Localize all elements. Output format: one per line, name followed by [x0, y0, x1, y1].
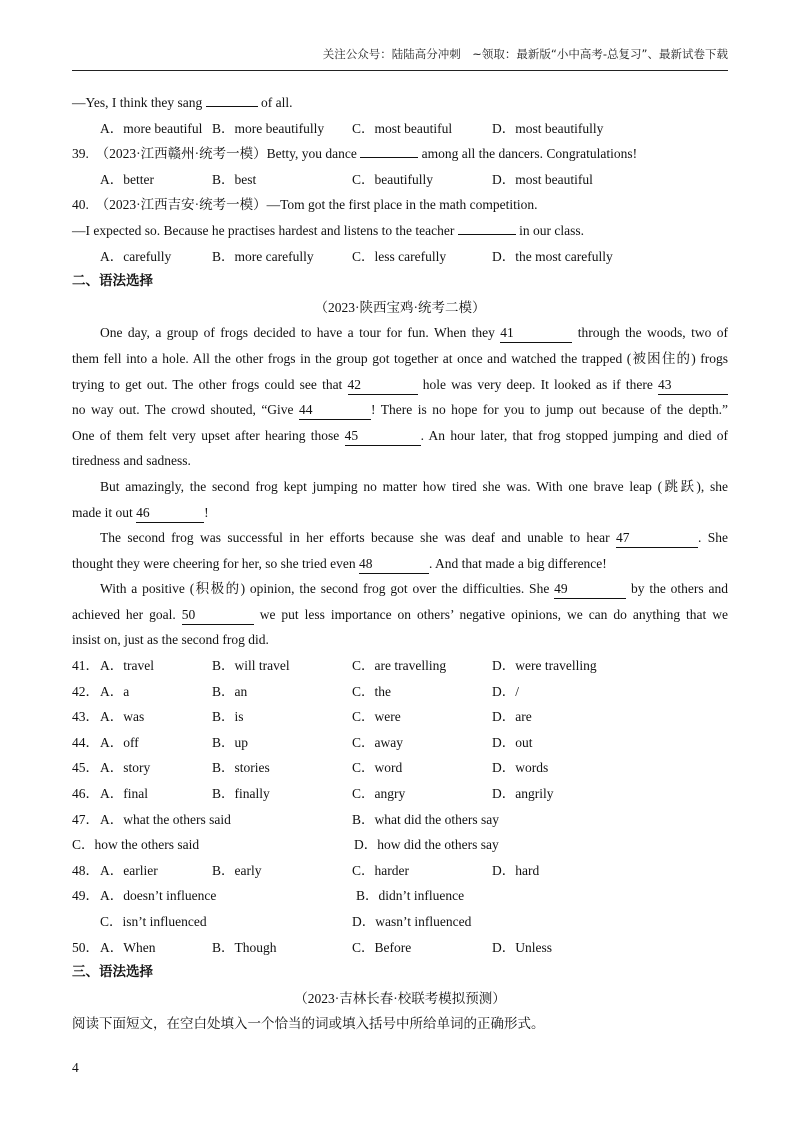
blank-45: 45 [345, 427, 421, 446]
option: B．didn’t influence [356, 888, 465, 904]
option: B．up [212, 734, 249, 750]
option: B．more carefully [212, 248, 314, 264]
header-divider [72, 70, 728, 71]
blank-49: 49 [554, 580, 626, 599]
option: D．out [492, 734, 533, 750]
option: C．angry [352, 786, 406, 802]
q40-line2: —I expected so. Because he practises hardest and listens to the teacher in our class. [72, 218, 728, 244]
passage-line: But amazingly, the second frog kept jumping no matter how tired she was. With one brave leap (跳跃), she [100, 478, 728, 494]
passage-line: trying to get out. The other frogs could see that 42 hole was very deep. It looked as if there 43 [72, 372, 728, 398]
option: C．beautifully [352, 171, 433, 187]
section-title: 三、语法选择 [72, 964, 153, 981]
option: A．carefully [100, 248, 172, 264]
passage-line: thought they were cheering for her, so she tried even 48 . And that made a big difference! [72, 551, 728, 577]
option: C．how the others said [72, 837, 200, 853]
option: D．hard [492, 862, 540, 878]
option: A．a [100, 683, 130, 699]
blank-42: 42 [348, 376, 418, 395]
option: B．Though [212, 939, 277, 955]
passage-line: them fell into a hole. All the other frogs in the group got together at once and watched the trapped (被困住的) frogs [72, 350, 728, 366]
q38-options [72, 116, 728, 142]
option: A．what the others said [100, 811, 231, 827]
option: A．When [100, 939, 156, 955]
passage-line: One day, a group of frogs decided to have a tour for fun. When they 41 through the woods, two of [72, 320, 728, 346]
option: A．story [100, 760, 151, 776]
passage-line: achieved her goal. 50 we put less importance on others’ negative opinions, we can do anything that we [72, 602, 728, 628]
question-45: 45． A．story B．stories C．word D．words [72, 755, 728, 781]
section-instruction: 阅读下面短文，在空白处填入一个恰当的词或填入括号中所给单词的正确形式。 [72, 1016, 545, 1032]
passage-source: （2023·陕西宝鸡·统考二模） [314, 299, 486, 315]
passage-line: The second frog was successful in her efforts because she was deaf and unable to hear 47 . She [72, 525, 728, 551]
option: D．/ [492, 683, 519, 699]
option: D．most beautifully [492, 120, 604, 136]
option: D．are [492, 709, 532, 725]
q40-options [72, 244, 728, 270]
q39-options [72, 167, 728, 193]
passage-line: One of them felt very upset after hearing those 45 . An hour later, that frog stopped jumping and died of [72, 423, 728, 449]
option: D．the most carefully [492, 248, 613, 264]
q39-stem: 39. （2023·江西赣州·统考一模）Betty, you dance among all the dancers. Congratulations! [72, 141, 728, 167]
question-41: 41． A．travel B．will travel C．are travelling D．were travelling [72, 653, 728, 679]
option: B．is [212, 709, 244, 725]
question-44: 44． A．off B．up C．away D．out [72, 730, 728, 756]
option: D．wasn’t influenced [352, 914, 472, 929]
option: B．stories [212, 760, 270, 776]
document-body [72, 90, 728, 1037]
option: B．will travel [212, 658, 290, 674]
blank-48: 48 [359, 555, 429, 574]
passage [72, 320, 728, 653]
option: D．words [492, 760, 549, 776]
option: A．off [100, 734, 139, 750]
option: A．better [100, 171, 154, 187]
option: C．Before [352, 939, 412, 955]
option: B．more beautifully [212, 120, 325, 136]
option: D．Unless [492, 939, 552, 955]
blank-44: 44 [299, 401, 371, 420]
question-49-line2 [72, 909, 728, 935]
option: B．best [212, 171, 257, 187]
passage-line: made it out 46 ! [72, 500, 728, 526]
answer-blank [458, 218, 516, 235]
option: C．isn’t influenced [100, 914, 207, 929]
question-47: 47． A．what the others said B．what did the others say [72, 807, 728, 833]
option: B．finally [212, 786, 270, 802]
blank-47: 47 [616, 529, 698, 548]
blank-43: 43 [658, 376, 728, 395]
option: D．were travelling [492, 658, 597, 674]
option: C．less carefully [352, 248, 447, 264]
q40-stem: 40. （2023·江西吉安·统考一模）—Tom got the first place in the math competition. [72, 197, 538, 213]
option: D．how did the others say [354, 837, 499, 853]
option: C．are travelling [352, 658, 447, 674]
q38-stem: —Yes, I think they sang of all. [72, 90, 728, 116]
option: A．earlier [100, 862, 158, 878]
passage-line: insist on, just as the second frog did. [72, 632, 269, 648]
passage-line: tiredness and sadness. [72, 453, 191, 469]
option: B．what did the others say [352, 811, 499, 827]
option: C．away [352, 734, 403, 750]
option: A．was [100, 709, 145, 725]
question-42: 42． A．a B．an C．the D．/ [72, 679, 728, 705]
answer-blank [360, 141, 418, 158]
option: C．were [352, 709, 401, 725]
question-50: 50． A．When B．Though C．Before D．Unless [72, 935, 728, 961]
question-47-line2 [72, 832, 728, 858]
option: C．the [352, 683, 391, 699]
question-46: 46． A．final B．finally C．angry D．angrily [72, 781, 728, 807]
option: B．an [212, 683, 248, 699]
option: C．harder [352, 862, 409, 878]
option: D．most beautiful [492, 171, 593, 187]
question-48: 48． A．earlier B．early C．harder D．hard [72, 858, 728, 884]
option: A．travel [100, 658, 154, 674]
option: A．final [100, 786, 148, 802]
answer-blank [206, 90, 258, 107]
passage-source: （2023·吉林长春·校联考模拟预测） [294, 990, 506, 1006]
page-number: 4 [72, 1060, 79, 1075]
option: C．most beautiful [352, 120, 453, 136]
question-43: 43． A．was B．is C．were D．are [72, 704, 728, 730]
section-title: 二、语法选择 [72, 273, 153, 290]
passage-line: With a positive (积极的) opinion, the second frog got over the difficulties. She 49 by the others and [72, 576, 728, 602]
passage-line: no way out. The crowd shouted, “Give 44 ! There is no hope for you to jump out because of the depth.” [72, 397, 728, 423]
option: A．more beautiful [100, 120, 203, 136]
option: C．word [352, 760, 403, 776]
option: D．angrily [492, 786, 554, 802]
option: B．early [212, 862, 262, 878]
option: A．doesn’t influence [100, 888, 217, 904]
page-header: 关注公众号：陆陆高分冲刺 ~领取：最新版“小中高考-总复习”、最新试卷下载 [322, 47, 728, 61]
blank-46: 46 [136, 504, 204, 523]
question-49: 49． A．doesn’t influence B．didn’t influence [72, 883, 728, 909]
blank-50: 50 [182, 606, 254, 625]
blank-41: 41 [500, 324, 572, 343]
